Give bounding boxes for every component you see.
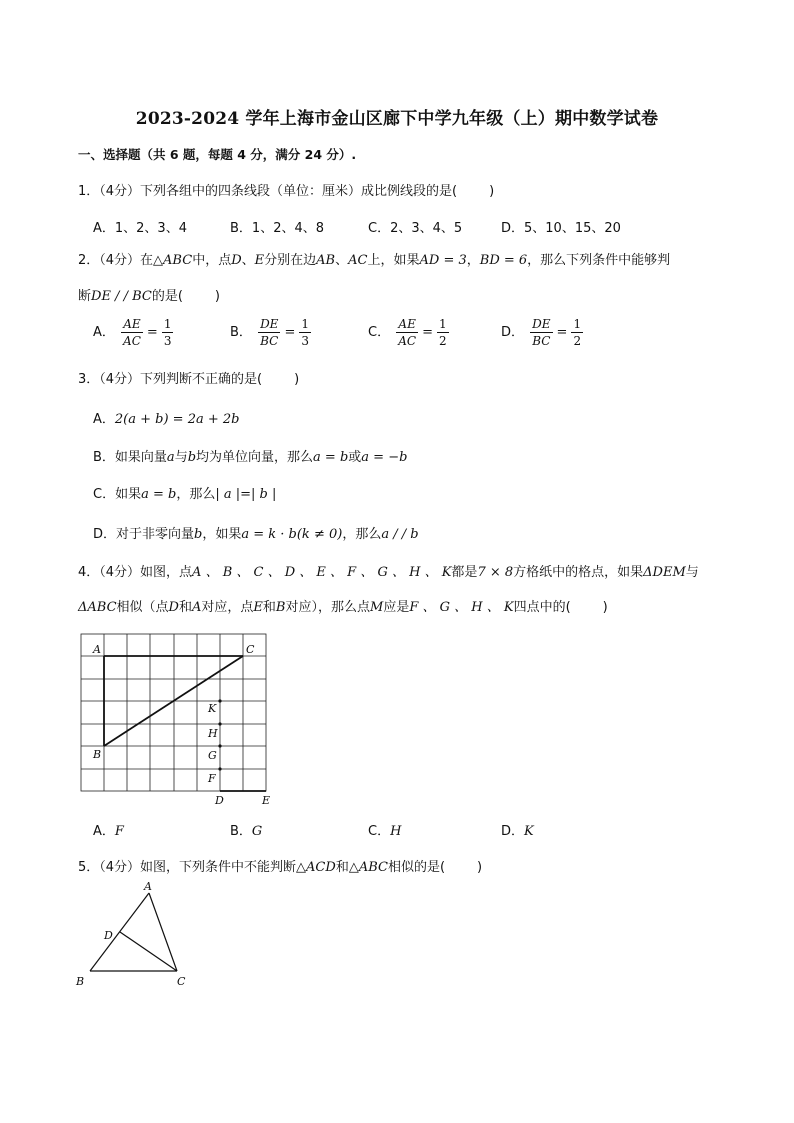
q5-triangle-figure [70,880,210,995]
question-3-stem: 3．（4分）下列判断不正确的是( ) [78,372,300,387]
q1-option-d[interactable]: D．5、10、15、20 [501,221,621,236]
q2-option-a[interactable]: A． $\frac{AE}{AC}$ = $\frac{1}{3}$ [93,317,172,348]
q1-option-b[interactable]: B．1、2、4、8 [230,221,325,236]
q2-option-d[interactable]: D． $\frac{DE}{BC}$ = $\frac{1}{2}$ [501,317,582,348]
label-g: G [208,749,217,762]
q4-option-a[interactable]: A．F [93,824,124,839]
label-a: A [144,880,152,893]
label-h: H [208,727,218,740]
page-title: 2023-2024 学年上海市金山区廊下中学九年级（上）期中数学试卷 [135,109,659,129]
label-f: F [208,772,216,785]
label-b: B [93,748,102,761]
question-2-stem-line2: 断DE / / BC的是( ) [78,289,220,304]
label-c: C [177,975,186,988]
question-5-stem: 5．（4分）如图，下列条件中不能判断△ACD和△ABC相似的是( ) [78,860,483,875]
section-heading: 一、选择题（共 6 题，每题 4 分，满分 24 分）. [78,147,357,162]
q1-option-c[interactable]: C．2、3、4、5 [368,221,463,236]
grid-lines [81,634,266,791]
label-c: C [246,643,255,656]
label-e: E [262,794,271,807]
q3-option-a[interactable]: A．2(a + b) = 2a + 2b [93,412,240,427]
q4-grid-figure [70,630,290,810]
q4-option-c[interactable]: C．H [368,824,402,839]
q4-option-b[interactable]: B．G [230,824,263,839]
label-d: D [104,929,113,942]
q4-option-d[interactable]: D．K [501,824,534,839]
q3-option-b[interactable]: B．如果向量a与b均为单位向量，那么a = b或a = −b [93,450,408,465]
label-b: B [76,975,85,988]
label-a: A [93,643,101,656]
question-2-stem-line1: 2．（4分）在△ABC中，点D、E分别在边AB、AC上，如果AD = 3，BD = 6，那么下列条件中能够判 [78,253,671,268]
label-k: K [208,702,217,715]
q2-option-c[interactable]: C． $\frac{AE}{AC}$ = $\frac{1}{2}$ [368,317,447,348]
q1-option-a[interactable]: A．1、2、3、4 [93,221,187,236]
q3-option-d[interactable]: D．对于非零向量b，如果a = k · b(k ≠ 0)，那么a / / b [93,527,419,542]
q3-option-c[interactable]: C．如果a = b，那么| a |=| b | [93,487,277,502]
question-1-stem: 1．（4分）下列各组中的四条线段（单位：厘米）成比例线段的是( ) [78,184,495,199]
q2-option-b[interactable]: B． $\frac{DE}{BC}$ = $\frac{1}{3}$ [230,317,309,348]
label-d: D [215,794,224,807]
question-4-stem-line1: 4．（4分）如图，点A 、 B 、 C 、 D 、 E 、 F 、 G 、 H 、 K都是7 × 8方格纸中的格点，如果ΔDEM与 [78,565,699,580]
question-4-stem-line2: ΔABC相似（点D和A对应，点E和B对应），那么点M应是F 、 G 、 H 、 K四点中的( ) [78,600,608,615]
